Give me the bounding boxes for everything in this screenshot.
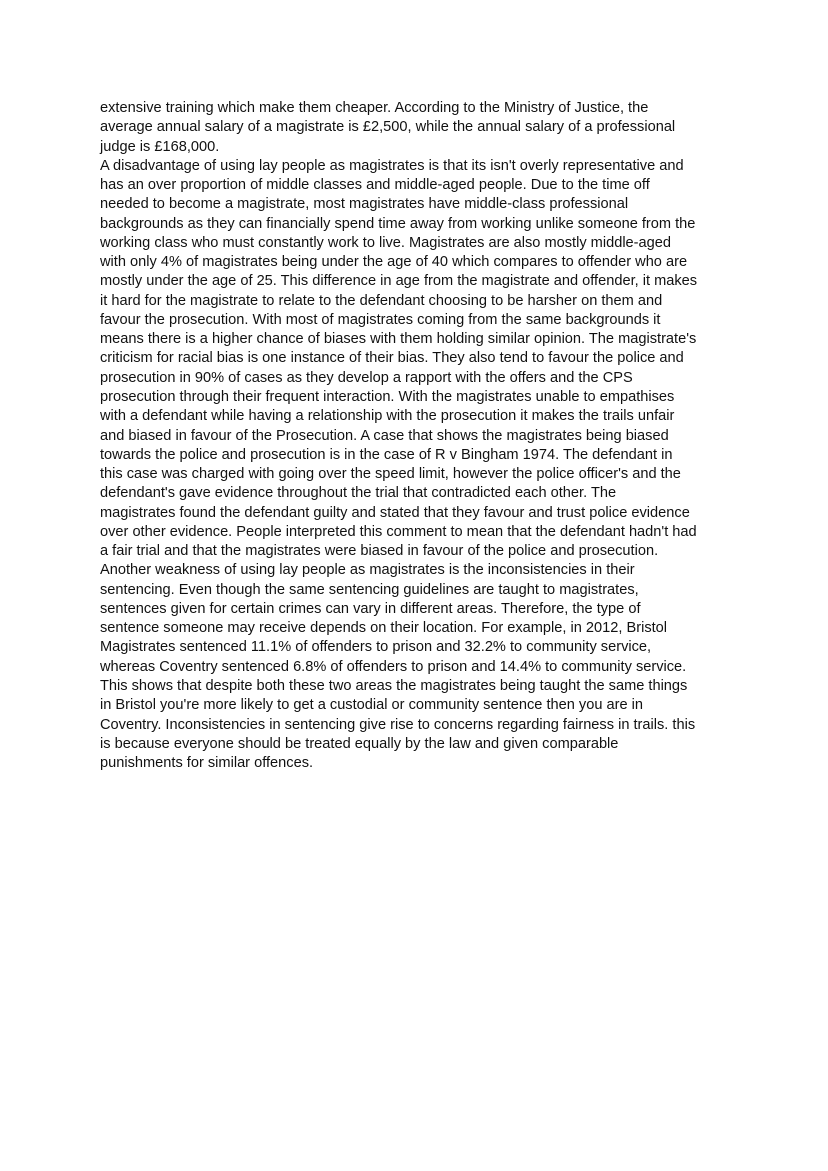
text-line: needed to become a magistrate, most magistrates have middle-class professional (100, 196, 629, 213)
document-page (100, 99, 740, 773)
text-line: working class who must constantly work to live. Magistrates are also mostly middle-aged (100, 234, 672, 251)
text-line: a fair trial and that the magistrates were biased in favour of the police and prosecution. (100, 543, 659, 560)
text-line: and biased in favour of the Prosecution. A case that shows the magistrates being biased (100, 427, 669, 444)
text-line: this case was charged with going over the speed limit, however the police officer's and the (100, 466, 681, 483)
text-line: is because everyone should be treated equally by the law and given comparable (100, 735, 619, 752)
text-line: over other evidence. People interpreted this comment to mean that the defendant hadn't had (100, 523, 697, 540)
text-line: prosecution through their frequent interaction. With the magistrates unable to empathises (100, 388, 675, 405)
text-line: mostly under the age of 25. This difference in age from the magistrate and offender, it makes (100, 273, 698, 290)
text-line: means there is a higher chance of biases with them holding similar opinion. The magistrate's (100, 331, 697, 348)
text-line: Magistrates sentenced 11.1% of offenders to prison and 32.2% to community service, (100, 639, 652, 656)
text-line: backgrounds as they can financially spend time away from working unlike someone from the (100, 215, 696, 232)
text-line: Another weakness of using lay people as magistrates is the inconsistencies in their (100, 562, 635, 579)
text-line: with a defendant while having a relationship with the prosecution it makes the trails unfair (100, 408, 675, 425)
text-line: sentencing. Even though the same sentencing guidelines are taught to magistrates, (100, 581, 639, 598)
text-line: defendant's gave evidence throughout the trial that contradicted each other. The (100, 485, 617, 502)
text-line: has an over proportion of middle classes and middle-aged people. Due to the time off (100, 177, 650, 194)
text-line: favour the prosecution. With most of magistrates coming from the same backgrounds it (100, 311, 661, 328)
text-line: towards the police and prosecution is in the case of R v Bingham 1974. The defendant in (100, 446, 673, 463)
text-line: Coventry. Inconsistencies in sentencing give rise to concerns regarding fairness in trails. this (100, 716, 696, 733)
text-line: extensive training which make them cheaper. According to the Ministry of Justice, the (100, 100, 649, 116)
text-line: sentences given for certain crimes can vary in different areas. Therefore, the type of (100, 600, 641, 617)
text-line: it hard for the magistrate to relate to the defendant choosing to be harsher on them and (100, 292, 663, 309)
text-line: in Bristol you're more likely to get a custodial or community sentence then you are in (100, 697, 644, 714)
text-line: prosecution in 90% of cases as they develop a rapport with the offers and the CPS (100, 369, 633, 386)
text-line: average annual salary of a magistrate is £2,500, while the annual salary of a professional (100, 119, 676, 136)
text-line: punishments for similar offences. (100, 755, 314, 772)
text-line: A disadvantage of using lay people as magistrates is that its isn't overly representative and (100, 157, 684, 174)
text-line: with only 4% of magistrates being under the age of 40 which compares to offender who are (100, 254, 688, 271)
text-line: This shows that despite both these two areas the magistrates being taught the same things (100, 677, 688, 694)
text-line: criticism for racial bias is one instance of their bias. They also tend to favour the police and (100, 350, 684, 367)
text-line: whereas Coventry sentenced 6.8% of offenders to prison and 14.4% to community service. (100, 658, 687, 675)
text-line: sentence someone may receive depends on their location. For example, in 2012, Bristol (100, 620, 668, 637)
text-line: judge is £168,000. (100, 138, 220, 155)
text-line: magistrates found the defendant guilty and stated that they favour and trust police evidence (100, 504, 690, 521)
